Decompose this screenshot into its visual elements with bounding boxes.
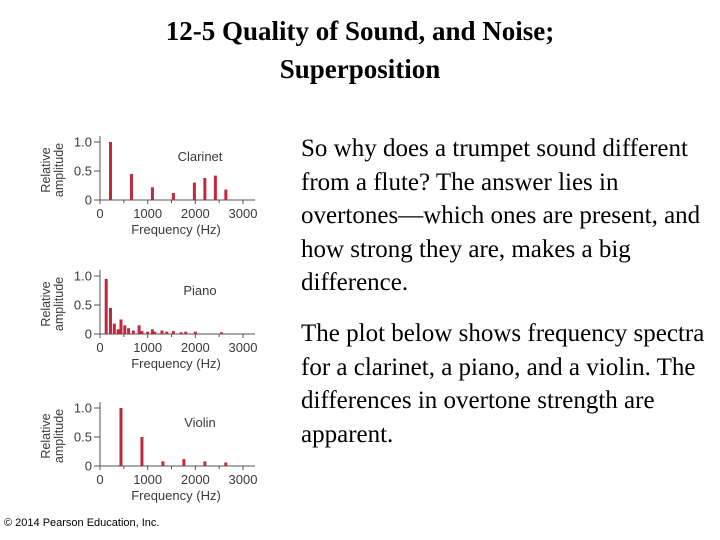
y-axis-title: amplitude (52, 276, 66, 332)
y-tick-label: 0.5 (73, 163, 92, 179)
violin-spectrum-chart (36, 390, 262, 512)
y-tick-label: 0 (84, 192, 92, 208)
x-tick-label: 1000 (133, 206, 163, 221)
spectrum-bar (153, 332, 156, 334)
y-axis-title: amplitude (52, 142, 66, 198)
instrument-label: Clarinet (177, 149, 223, 164)
spectrum-bar (146, 332, 149, 334)
x-tick-label: 3000 (228, 472, 258, 487)
title-line-1: 12-5 Quality of Sound, and Noise; (165, 16, 555, 46)
piano-spectrum-chart (36, 258, 262, 380)
x-tick-label: 1000 (133, 472, 163, 487)
spectrum-bar (224, 190, 227, 200)
spectrum-bar (138, 325, 141, 334)
spectrum-bar (127, 328, 130, 334)
explanation-paragraph-2: The plot below shows frequency spectra for a clarinet, a piano, and a violin. The differences in overtone strength are apparent. (301, 320, 705, 448)
spectrum-bar (160, 331, 163, 334)
x-tick-label: 2000 (180, 472, 210, 487)
spectrum-bar (193, 183, 196, 200)
spectrum-bar (130, 174, 133, 200)
y-tick-label: 1.0 (73, 134, 92, 150)
spectrum-bar (105, 279, 108, 334)
y-tick-label: 0.5 (73, 429, 92, 445)
title-line-2: Superposition (279, 54, 441, 84)
explanation-paragraph-1: So why does a trumpet sound different from a flute? The answer lies in overtones—which ones are present, and how strong they are, makes a big difference. (301, 135, 701, 296)
spectrum-bar (182, 459, 185, 466)
instrument-label: Piano (183, 283, 217, 298)
x-tick-label: 0 (96, 472, 104, 487)
spectrum-bar (203, 178, 206, 200)
y-tick-label: 1.0 (73, 268, 92, 284)
spectrum-bar (123, 325, 126, 334)
spectrum-bar (119, 320, 122, 335)
spectrum-bar (132, 331, 135, 334)
spectrum-bar (161, 461, 164, 466)
spectrum-bar (140, 331, 143, 334)
copyright-notice: © 2014 Pearson Education, Inc. (4, 517, 160, 529)
spectrum-bar (220, 332, 223, 334)
x-tick-label: 3000 (228, 340, 258, 355)
slide-title (0, 12, 720, 88)
x-axis-title: Frequency (Hz) (131, 488, 221, 503)
spectrum-bar (109, 142, 112, 200)
x-tick-label: 0 (96, 340, 104, 355)
x-tick-label: 0 (96, 206, 104, 221)
spectrum-bar (113, 324, 116, 334)
spectrum-bar (119, 408, 122, 466)
y-tick-label: 0 (84, 458, 92, 474)
spectrum-bar (172, 193, 175, 200)
spectrum-bar (172, 331, 175, 334)
spectrum-bar (117, 329, 120, 334)
x-tick-label: 3000 (228, 206, 258, 221)
spectrum-bar (140, 437, 143, 466)
spectrum-bar (151, 187, 154, 200)
y-axis-title: Relative (39, 147, 53, 193)
y-axis-title: Relative (39, 413, 53, 459)
x-tick-label: 2000 (180, 206, 210, 221)
y-axis-title: amplitude (52, 408, 66, 464)
spectrum-bar (165, 332, 168, 334)
y-tick-label: 0 (84, 326, 92, 342)
instrument-label: Violin (184, 415, 216, 430)
spectrum-bar (203, 461, 206, 466)
y-tick-label: 1.0 (73, 400, 92, 416)
x-axis-title: Frequency (Hz) (131, 356, 221, 371)
y-axis-title: Relative (39, 281, 53, 327)
spectrum-bar (214, 176, 217, 200)
clarinet-spectrum-chart (36, 124, 262, 246)
spectrum-bar (109, 308, 112, 334)
x-tick-label: 2000 (180, 340, 210, 355)
spectrum-bar (184, 332, 187, 334)
x-tick-label: 1000 (133, 340, 163, 355)
x-axis-title: Frequency (Hz) (131, 222, 221, 237)
spectrum-bar (224, 463, 227, 466)
spectrum-bar (194, 332, 197, 334)
spectrum-bar (180, 332, 183, 334)
y-tick-label: 0.5 (73, 297, 92, 313)
